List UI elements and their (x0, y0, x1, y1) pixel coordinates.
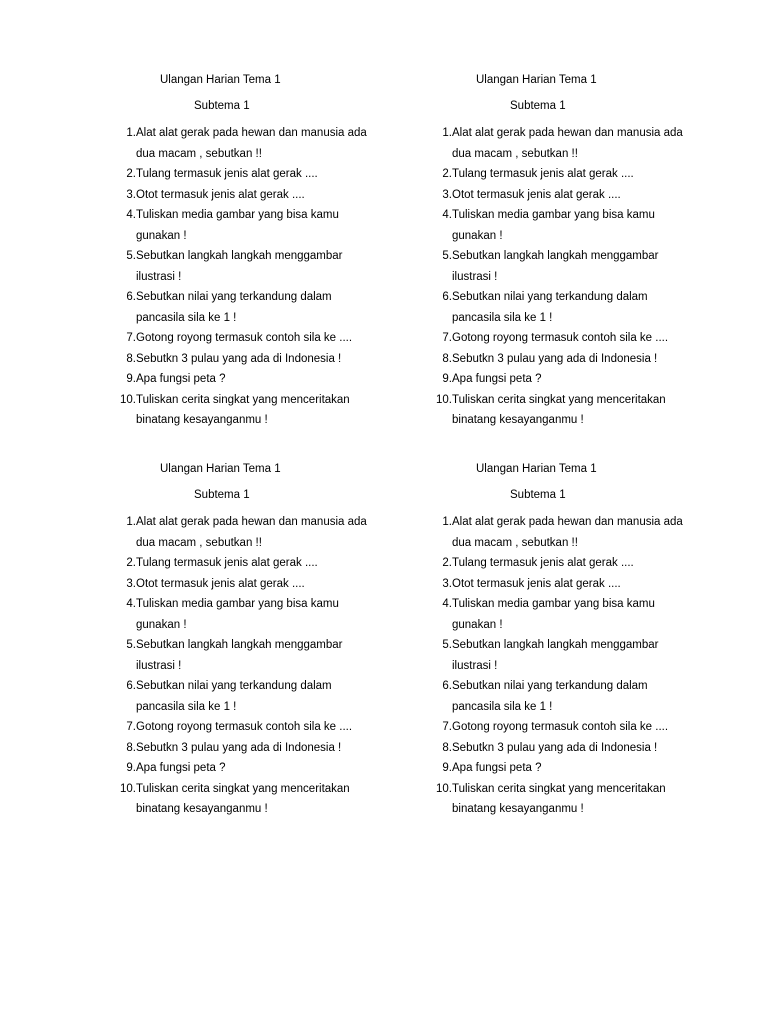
question-text: Sebutkan langkah langkah menggambar ilustrasi ! (136, 639, 343, 672)
question-text: Sebutkan langkah langkah menggambar ilustrasi ! (452, 250, 659, 283)
question-item (104, 635, 374, 676)
question-number (420, 287, 452, 328)
question-list (420, 123, 690, 431)
question-item (420, 287, 690, 328)
question-text: Tuliskan media gambar yang bisa kamu gunakan ! (136, 598, 339, 631)
question-number-text: 6. (442, 291, 452, 303)
question-number (104, 205, 136, 246)
question-list (104, 512, 374, 820)
question-text: Tulang termasuk jenis alat gerak .... (136, 557, 318, 569)
question-list (420, 512, 690, 820)
question-text: Alat alat gerak pada hewan dan manusia ada dua macam , sebutkan !! (452, 127, 683, 160)
question-number-text: 5. (442, 250, 452, 262)
question-number (420, 185, 452, 206)
question-item (104, 676, 374, 717)
question-number-text: 2. (126, 168, 136, 180)
question-number (104, 676, 136, 717)
question-text: Alat alat gerak pada hewan dan manusia ada dua macam , sebutkan !! (136, 127, 367, 160)
question-number-text: 1. (442, 127, 452, 139)
question-text: Sebutkn 3 pulau yang ada di Indonesia ! (452, 741, 658, 754)
question-number-text: 9. (442, 373, 452, 385)
question-text: Alat alat gerak pada hewan dan manusia ada dua macam , sebutkan !! (136, 516, 367, 549)
question-text: Tuliskan media gambar yang bisa kamu gunakan ! (452, 209, 655, 242)
question-number-text: 1. (126, 127, 136, 139)
question-item (104, 185, 374, 206)
question-item (420, 758, 690, 779)
question-number (104, 512, 136, 553)
question-text: Sebutkn 3 pulau yang ada di Indonesia ! (136, 741, 342, 754)
question-number (420, 205, 452, 246)
question-number (420, 717, 452, 738)
question-item (104, 123, 374, 164)
question-number-text: 3. (126, 188, 136, 201)
question-number-text: 6. (442, 680, 452, 692)
question-number-text: 8. (126, 352, 136, 365)
question-text: Otot termasuk jenis alat gerak .... (452, 188, 621, 201)
question-item (420, 349, 690, 370)
question-number (104, 594, 136, 635)
question-number (420, 574, 452, 595)
question-text: Gotong royong termasuk contoh sila ke .... (452, 332, 669, 344)
question-number (420, 779, 452, 820)
question-item (104, 328, 374, 349)
question-text: Tuliskan cerita singkat yang menceritakan binatang kesayanganmu ! (452, 393, 666, 426)
question-number-text: 7. (442, 721, 452, 733)
question-number (420, 369, 452, 390)
question-text: Apa fungsi peta ? (136, 762, 226, 774)
question-number-text: 8. (442, 352, 452, 365)
question-text: Tulang termasuk jenis alat gerak .... (136, 168, 318, 180)
question-number (104, 758, 136, 779)
question-item (104, 390, 374, 431)
quiz-title: Ulangan Harian Tema 1 (476, 463, 597, 475)
question-number-text: 4. (126, 598, 136, 610)
question-text: Apa fungsi peta ? (452, 762, 542, 774)
question-text: Sebutkan nilai yang terkandung dalam pancasila sila ke 1 ! (452, 680, 648, 713)
question-number (104, 553, 136, 574)
question-number-text: 10. (120, 393, 136, 406)
quiz-subtitle: Subtema 1 (194, 100, 250, 112)
quiz-title: Ulangan Harian Tema 1 (160, 74, 281, 86)
question-number-text: 4. (442, 209, 452, 221)
question-text: Otot termasuk jenis alat gerak .... (136, 188, 305, 201)
question-number (420, 349, 452, 370)
question-list (104, 123, 374, 431)
question-number (420, 512, 452, 553)
question-number (104, 123, 136, 164)
question-number-text: 3. (442, 188, 452, 201)
question-item (104, 738, 374, 759)
question-item (104, 574, 374, 595)
question-item (420, 205, 690, 246)
question-item (420, 246, 690, 287)
question-number-text: 10. (436, 393, 452, 406)
question-number (420, 758, 452, 779)
question-text: Sebutkan langkah langkah menggambar ilustrasi ! (136, 250, 343, 283)
question-text: Tuliskan media gambar yang bisa kamu gunakan ! (136, 209, 339, 242)
question-item (104, 758, 374, 779)
question-item (420, 328, 690, 349)
question-item (104, 164, 374, 185)
question-number (420, 328, 452, 349)
question-item (420, 635, 690, 676)
question-number (104, 635, 136, 676)
question-item (104, 349, 374, 370)
question-text: Sebutkan nilai yang terkandung dalam pancasila sila ke 1 ! (136, 680, 332, 713)
question-number-text: 6. (126, 680, 136, 692)
question-number (104, 717, 136, 738)
question-number-text: 7. (442, 332, 452, 344)
question-text: Apa fungsi peta ? (452, 373, 542, 385)
question-item (420, 594, 690, 635)
question-number-text: 1. (442, 516, 452, 528)
question-text: Gotong royong termasuk contoh sila ke .... (452, 721, 669, 733)
question-number-text: 5. (126, 639, 136, 651)
question-item (420, 717, 690, 738)
question-text: Sebutkan langkah langkah menggambar ilustrasi ! (452, 639, 659, 672)
question-item (420, 512, 690, 553)
question-text: Otot termasuk jenis alat gerak .... (452, 577, 621, 590)
question-number-text: 7. (126, 721, 136, 733)
question-number-text: 1. (126, 516, 136, 528)
question-number-text: 3. (442, 577, 452, 590)
question-item (420, 369, 690, 390)
question-number-text: 5. (126, 250, 136, 262)
question-item (104, 512, 374, 553)
question-number-text: 2. (126, 557, 136, 569)
question-text: Tuliskan media gambar yang bisa kamu gunakan ! (452, 598, 655, 631)
question-item (420, 390, 690, 431)
question-item (104, 287, 374, 328)
question-item (420, 164, 690, 185)
question-number (420, 676, 452, 717)
question-text: Tuliskan cerita singkat yang menceritakan binatang kesayanganmu ! (452, 782, 666, 815)
question-text: Tulang termasuk jenis alat gerak .... (452, 557, 634, 569)
question-number-text: 9. (126, 762, 136, 774)
question-number-text: 9. (442, 762, 452, 774)
question-number (104, 574, 136, 595)
question-number (104, 246, 136, 287)
question-number (104, 349, 136, 370)
question-item (420, 779, 690, 820)
question-number (420, 390, 452, 431)
question-number (104, 287, 136, 328)
question-number-text: 2. (442, 557, 452, 569)
question-number-text: 2. (442, 168, 452, 180)
question-number (420, 635, 452, 676)
question-item (104, 594, 374, 635)
quiz-subtitle: Subtema 1 (510, 489, 566, 501)
question-number (104, 390, 136, 431)
question-number-text: 8. (126, 741, 136, 754)
quiz-subtitle: Subtema 1 (194, 489, 250, 501)
question-item (104, 779, 374, 820)
question-number-text: 10. (120, 782, 136, 795)
question-item (104, 717, 374, 738)
question-item (104, 369, 374, 390)
question-number-text: 10. (436, 782, 452, 795)
question-item (104, 246, 374, 287)
question-text: Sebutkn 3 pulau yang ada di Indonesia ! (452, 352, 658, 365)
quiz-title: Ulangan Harian Tema 1 (160, 463, 281, 475)
question-item (420, 676, 690, 717)
question-number (104, 369, 136, 390)
question-number (104, 185, 136, 206)
quiz-title: Ulangan Harian Tema 1 (476, 74, 597, 86)
quiz-subtitle: Subtema 1 (510, 100, 566, 112)
question-number-text: 9. (126, 373, 136, 385)
question-number-text: 7. (126, 332, 136, 344)
question-number-text: 6. (126, 291, 136, 303)
question-number-text: 3. (126, 577, 136, 590)
question-text: Sebutkn 3 pulau yang ada di Indonesia ! (136, 352, 342, 365)
question-number-text: 5. (442, 639, 452, 651)
question-text: Tuliskan cerita singkat yang menceritakan binatang kesayanganmu ! (136, 782, 350, 815)
question-item (104, 205, 374, 246)
question-number (104, 779, 136, 820)
question-number (420, 123, 452, 164)
question-text: Gotong royong termasuk contoh sila ke .... (136, 332, 353, 344)
question-text: Apa fungsi peta ? (136, 373, 226, 385)
question-number (104, 738, 136, 759)
question-text: Sebutkan nilai yang terkandung dalam pancasila sila ke 1 ! (452, 291, 648, 324)
question-number-text: 8. (442, 741, 452, 754)
question-number (420, 594, 452, 635)
question-item (420, 185, 690, 206)
question-item (420, 553, 690, 574)
question-number-text: 4. (442, 598, 452, 610)
question-text: Tulang termasuk jenis alat gerak .... (452, 168, 634, 180)
question-number (420, 246, 452, 287)
question-number (420, 553, 452, 574)
question-number (420, 738, 452, 759)
question-item (420, 738, 690, 759)
question-number-text: 4. (126, 209, 136, 221)
question-text: Alat alat gerak pada hewan dan manusia ada dua macam , sebutkan !! (452, 516, 683, 549)
question-number (104, 328, 136, 349)
question-text: Otot termasuk jenis alat gerak .... (136, 577, 305, 590)
question-item (420, 123, 690, 164)
question-number (104, 164, 136, 185)
question-number (420, 164, 452, 185)
question-item (104, 553, 374, 574)
question-item (420, 574, 690, 595)
question-text: Sebutkan nilai yang terkandung dalam pancasila sila ke 1 ! (136, 291, 332, 324)
question-text: Tuliskan cerita singkat yang menceritakan binatang kesayanganmu ! (136, 393, 350, 426)
question-text: Gotong royong termasuk contoh sila ke .... (136, 721, 353, 733)
